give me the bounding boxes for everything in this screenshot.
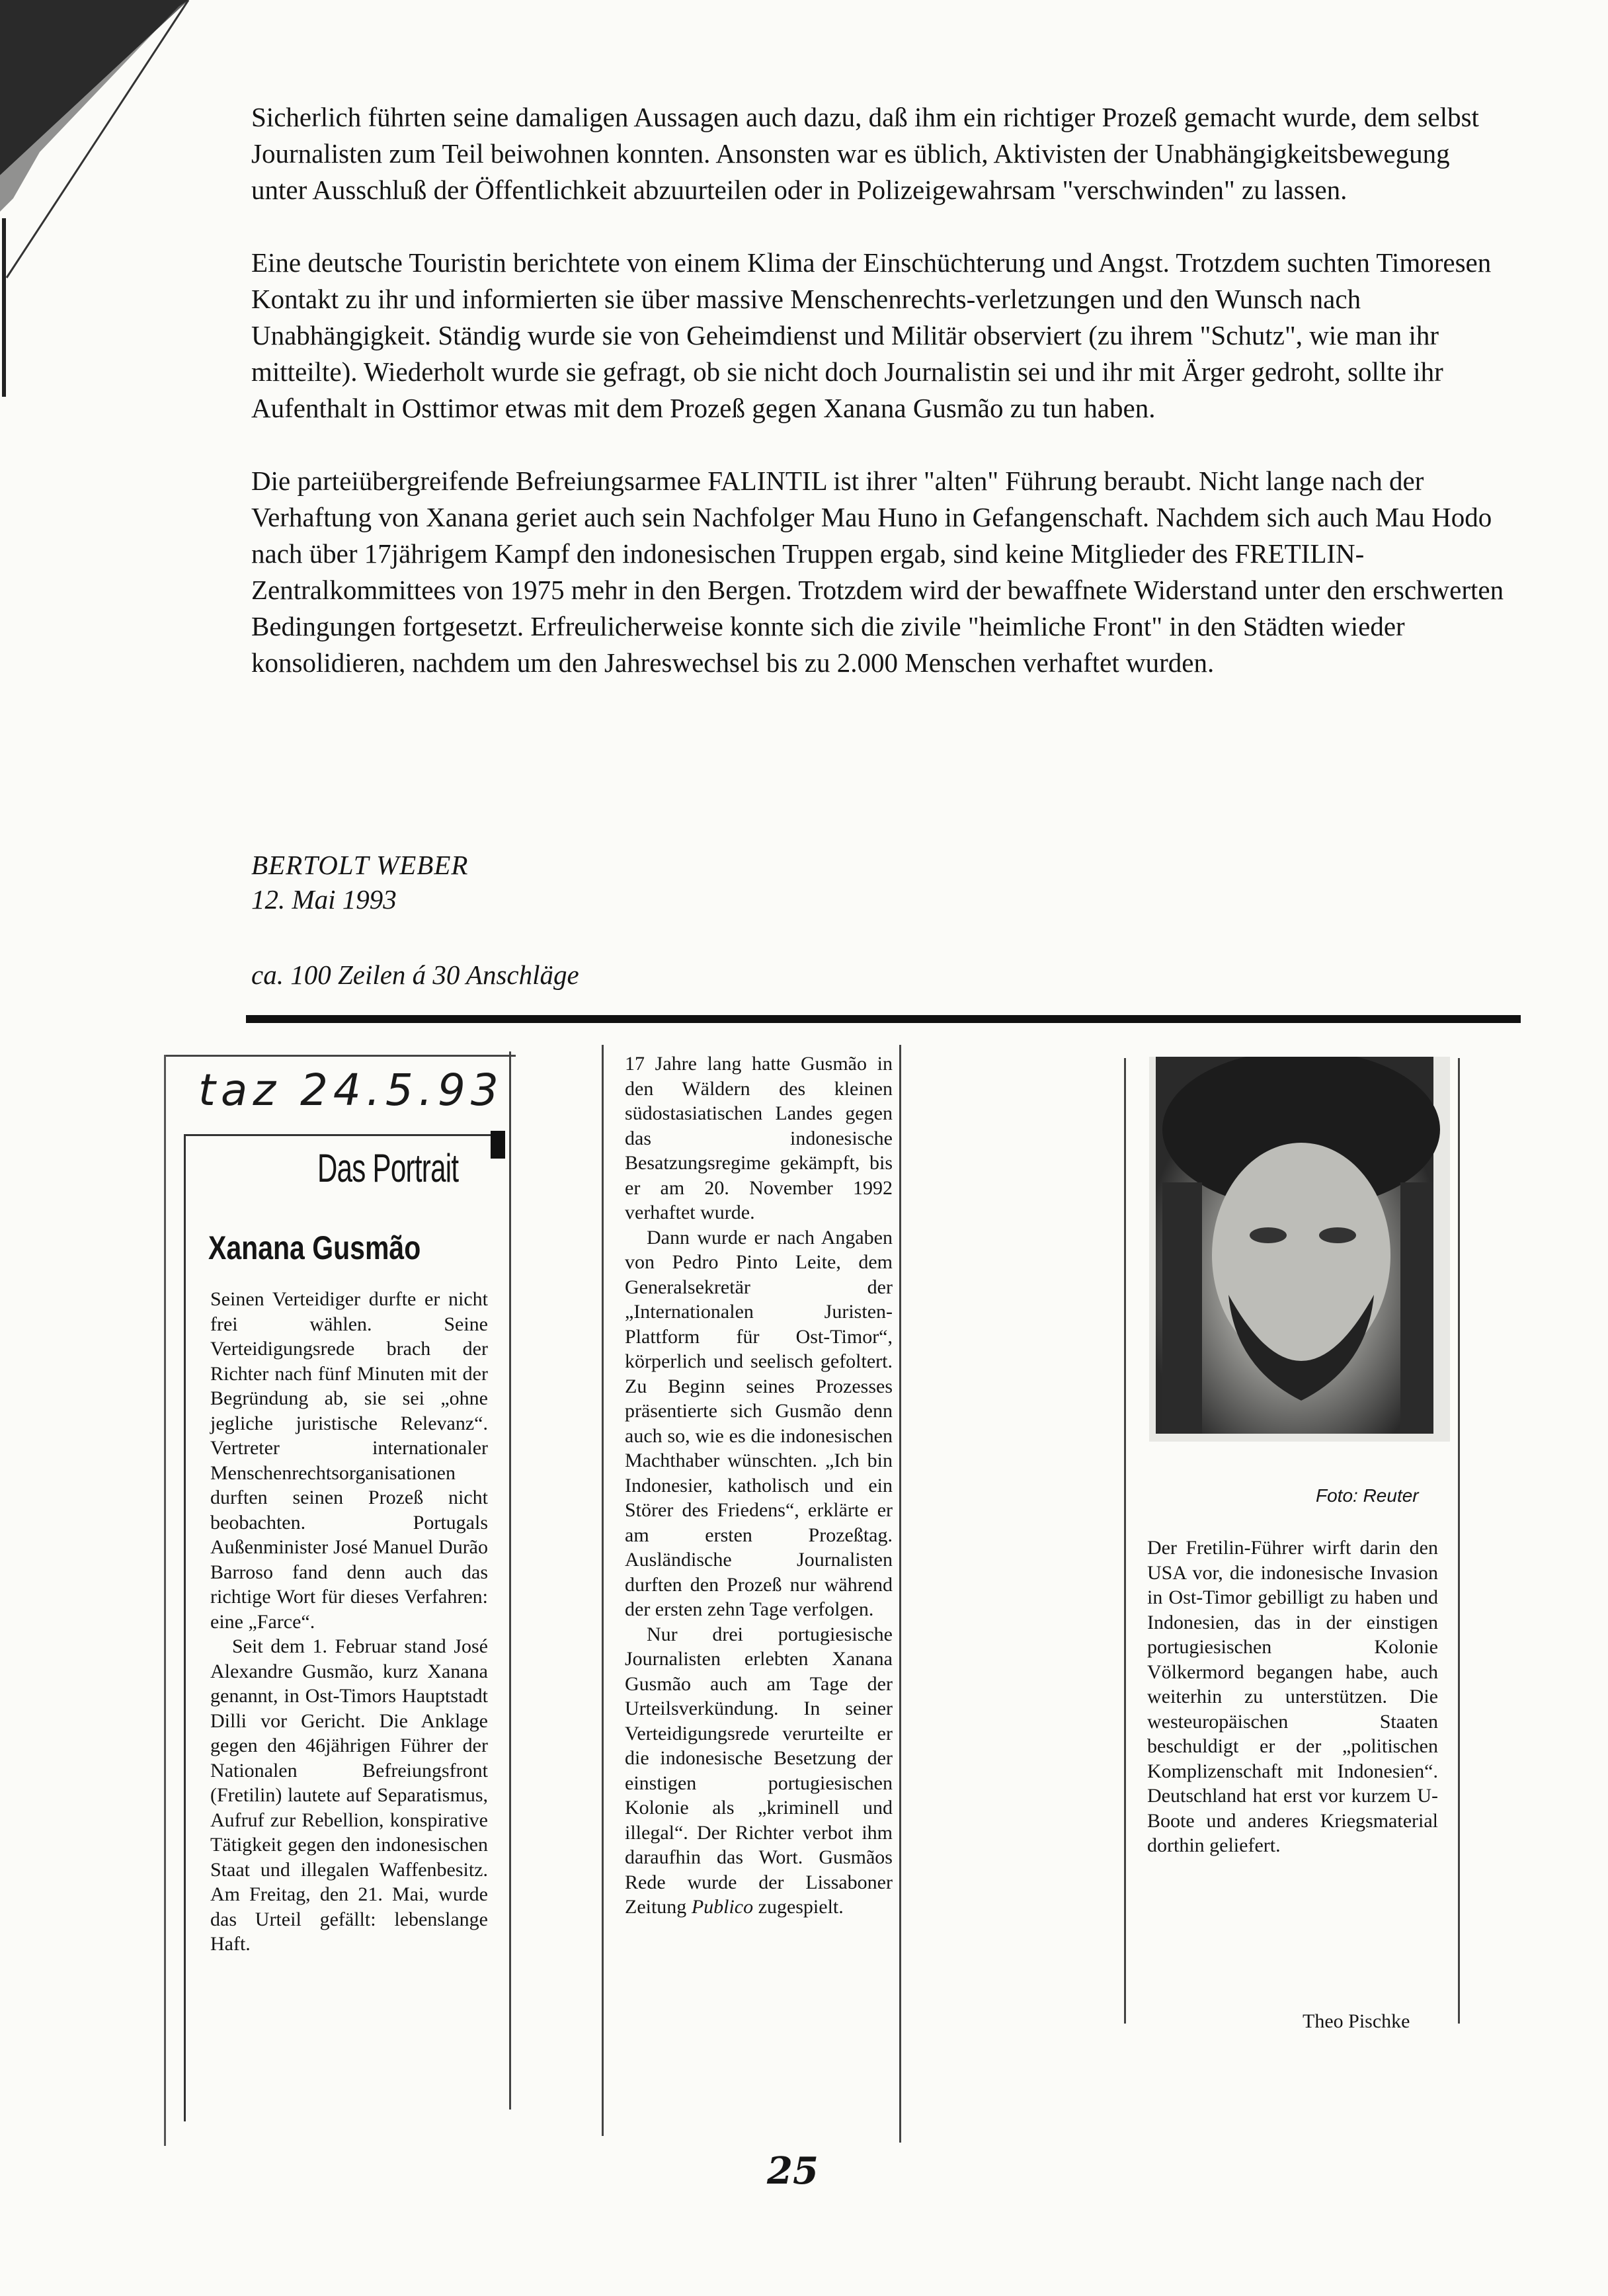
article-date: 12. Mai 1993 [251, 884, 397, 915]
clipping-column-1 [210, 1287, 488, 1957]
author-name: BERTOLT WEBER [251, 850, 469, 880]
column3-paragraph: Der Fretilin-Führer wirft darin den USA vor, die indonesische Invasion in Ost-Timor gebilligt zu haben und Indonesien, das in der einstigen portugiesischen Kolonie Völkermord begangen habe, auch weiterhin zu unterstützen. Die westeuropäischen Staaten beschuldigt er der „politischen Komplizenschaft mit Indonesien“. Deutschland hat erst vor kurzem U-Boote und anderes Kriegsmaterial dorthin geliefert. [1147, 1537, 1438, 1856]
page-number: 25 [767, 2149, 819, 2193]
separator-rule [246, 1015, 1521, 1023]
section-title: Das Portrait [317, 1146, 459, 1190]
paragraph-3: Die parteiübergreifende Befreiungsarmee FALINTIL ist ihrer "alten" Führung beraubt. Nicht lange nach der Verhaftung von Xanana geriet auch sein Nachfolger Mau Huno in Gefangenschaft. Nachdem sich auch Mau Hodo nach über 17jährigem Kampf den indonesischen Truppen ergab, sind keine Mitglieder des FRETILIN-Zentralkommittees von 1975 mehr in den Bergen. Trotzdem wird der bewaffnete Widerstand unter den erschwerten Bedingungen fortgesetzt. Erfreulicherweise konnte sich die zivile "heimliche Front" in den Städten wieder konsolidieren, nachdem um den Jahreswechsel bis zu 2.000 Menschen verhaftet wurden. [251, 466, 1504, 678]
clipping-top-edge [165, 1055, 516, 1057]
paragraph-1: Sicherlich führten seine damaligen Aussagen auch dazu, daß ihm ein richtiger Prozeß gemacht wurde, dem selbst Journalisten zum Teil beiwohnen konnten. Ansonsten war es üblich, Aktivisten der Unabhängigkeitsbewegung unter Ausschluß der Öffentlichkeit abzuurteilen oder in Polizeigewahrsam "verschwinden" zu lassen. [251, 102, 1479, 205]
column-rule-1 [509, 1051, 511, 2110]
column2-paragraph-3-end: zugespielt. [758, 1896, 844, 1918]
scan-edge-artifact [0, 0, 198, 410]
photo-credit: Foto: Reuter [1316, 1485, 1419, 1506]
section-marker [491, 1131, 505, 1159]
clipping-left-edge [164, 1055, 166, 2146]
article-body [251, 99, 1511, 681]
column2-paragraph-2: Dann wurde er nach Angaben von Pedro Pinto Leite, dem Generalsekretär der „Internationalen Juristen-Plattform für Ost-Timor“, körperlich und seelisch gefoltert. Zu Beginn seines Prozesses präsentierte sich Gusmão denn auch so, wie es die indonesischen Machthaber wünschten. „Ich bin Indonesier, katholisch und ein Störer des Friedens“, erklärte er am ersten Prozeßtag. Ausländische Journalisten durften den Prozeß nur während der ersten zehn Tage verfolgen. [625, 1226, 893, 1620]
column-rule-4 [1124, 1058, 1126, 2024]
column2-paragraph-3-text: Nur drei portugiesische Journalisten erlebten Xanana Gusmão auch am Tage der Urteilsverkündung. In seiner Verteidigungsrede verurteilte er die indonesische Besetzung der einstigen portugiesischen Kolonie als „kriminell und illegal“. Der Richter verbot ihm daraufhin das Wort. Gusmãos Rede wurde der Lissaboner Zeitung [625, 1623, 893, 1918]
column-rule-3 [899, 1045, 901, 2143]
clipping-column-3 [1147, 1536, 1438, 1858]
column-rule-5 [1458, 1058, 1460, 2024]
column2-paragraph-3 [625, 1622, 893, 1920]
portrait-photo [1149, 1057, 1450, 1442]
newspaper-name: Publico [691, 1896, 754, 1918]
column1-paragraph-2: Seit dem 1. Februar stand José Alexandre Gusmão, kurz Xanana genannt, in Ost-Timors Hauptstadt Dilli vor Gericht. Die Anklage gegen den 46jährigen Führer der Nationalen Befreiungsfront (Fretilin) lautete auf Separatismus, Aufruf zur Rebellion, konspirative Tätigkeit gegen den indonesischen Staat und illegalen Waffenbesitz. Am Freitag, den 21. Mai, wurde das Urteil gefällt: lebenslange Haft. [210, 1635, 488, 1955]
column-rule-2 [602, 1045, 604, 2136]
handwritten-source: taz 24.5.93 [198, 1065, 504, 1116]
column2-paragraph-1: 17 Jahre lang hatte Gusmão in den Wäldern des kleinen südostasiatischen Landes gegen das indonesische Besatzungsregime gekämpft, bis er am 20. November 1992 verhaftet wurde. [625, 1053, 893, 1223]
portrait-headline: Xanana Gusmão [208, 1229, 421, 1266]
line-count-note: ca. 100 Zeilen á 30 Anschläge [251, 960, 579, 990]
column1-paragraph-1: Seinen Verteidiger durfte er nicht frei wählen. Seine Verteidigungsrede brach der Richter nach fünf Minuten mit der Begründung ab, sie sei „ohne jegliche juristische Relevanz“. Vertreter internationaler Menschenrechtsorganisationen durften seinen Prozeß nicht beobachten. Portugals Außenminister José Manuel Durão Barroso fand denn auch das richtige Wort für dieses Verfahren: eine „Farce“. [210, 1288, 488, 1633]
clipping-column-2 [625, 1051, 893, 1920]
paragraph-2: Eine deutsche Touristin berichtete von einem Klima der Einschüchterung und Angst. Trotzdem suchten Timoresen Kontakt zu ihr und informierten sie über massive Menschenrechts-verletzungen und den Wunsch nach Unabhängigkeit. Ständig wurde sie von Geheimdienst und Militär observiert (zu ihrem "Schutz", wie man ihr mitteilte). Wiederholt wurde sie gefragt, ob sie nicht doch Journalistin sei und ihr mit Ärger gedroht, sollte ihr Aufenthalt in Osttimor etwas mit dem Prozeß gegen Xanana Gusmão zu tun haben. [251, 247, 1492, 423]
column3-author: Theo Pischke [1303, 2010, 1410, 2032]
